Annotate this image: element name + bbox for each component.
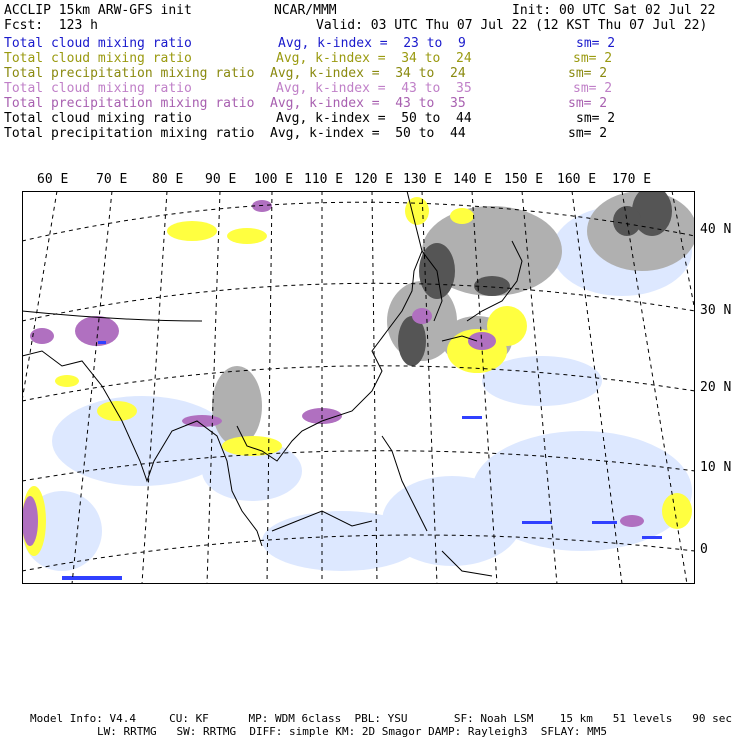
model-info-line2: LW: RRTMG SW: RRTMG DIFF: simple KM: 2D Smagor DAMP: Rayleigh3 SFLAY: MM5 — [97, 725, 607, 738]
legend-range: Avg, k-index = 34 to 24 — [270, 66, 466, 81]
legend-smooth: sm= 2 — [573, 51, 613, 66]
lon-label: 160 E — [557, 172, 597, 187]
legend-smooth: sm= 2 — [573, 81, 613, 96]
legend-field: Total precipitation mixing ratio — [4, 126, 255, 141]
legend-smooth: sm= 2 — [568, 66, 608, 81]
forecast-hour: Fcst: 123 h — [4, 18, 98, 33]
lat-label: 40 N — [700, 222, 732, 237]
cloud-map-panel — [22, 191, 695, 584]
legend-smooth: sm= 2 — [576, 111, 616, 126]
legend-field: Total precipitation mixing ratio — [4, 96, 255, 111]
lat-label: 30 N — [700, 303, 732, 318]
model-title: ACCLIP 15km ARW-GFS init — [4, 3, 192, 18]
legend-range: Avg, k-index = 34 to 24 — [276, 51, 472, 66]
lat-label: 10 N — [700, 460, 732, 475]
lon-label: 140 E — [453, 172, 493, 187]
model-info-line1: Model Info: V4.4 CU: KF MP: WDM 6class PBL: YSU SF: Noah LSM 15 km 51 levels 90 sec — [30, 712, 732, 725]
legend-smooth: sm= 2 — [568, 126, 608, 141]
lon-label: 110 E — [304, 172, 344, 187]
lon-label: 90 E — [205, 172, 237, 187]
valid-time: Valid: 03 UTC Thu 07 Jul 22 (12 KST Thu 07 Jul 22) — [316, 18, 708, 33]
legend-field: Total cloud mixing ratio — [4, 51, 192, 66]
lat-label: 20 N — [700, 380, 732, 395]
legend-smooth: sm= 2 — [576, 36, 616, 51]
legend-range: Avg, k-index = 43 to 35 — [270, 96, 466, 111]
legend-field: Total cloud mixing ratio — [4, 81, 192, 96]
org-label: NCAR/MMM — [274, 3, 337, 18]
lon-label: 80 E — [152, 172, 184, 187]
lon-label: 100 E — [254, 172, 294, 187]
legend-field: Total precipitation mixing ratio — [4, 66, 255, 81]
lon-label: 120 E — [354, 172, 394, 187]
init-time: Init: 00 UTC Sat 02 Jul 22 — [512, 3, 716, 18]
lon-label: 130 E — [403, 172, 443, 187]
legend-range: Avg, k-index = 23 to 9 — [278, 36, 466, 51]
legend-smooth: sm= 2 — [568, 96, 608, 111]
legend-field: Total cloud mixing ratio — [4, 111, 192, 126]
lon-label: 150 E — [504, 172, 544, 187]
lon-label: 60 E — [37, 172, 69, 187]
legend-field: Total cloud mixing ratio — [4, 36, 192, 51]
legend-range: Avg, k-index = 50 to 44 — [270, 126, 466, 141]
lon-label: 170 E — [612, 172, 652, 187]
lat-label: 0 — [700, 542, 708, 557]
lon-label: 70 E — [96, 172, 128, 187]
legend-range: Avg, k-index = 43 to 35 — [276, 81, 472, 96]
legend-range: Avg, k-index = 50 to 44 — [276, 111, 472, 126]
